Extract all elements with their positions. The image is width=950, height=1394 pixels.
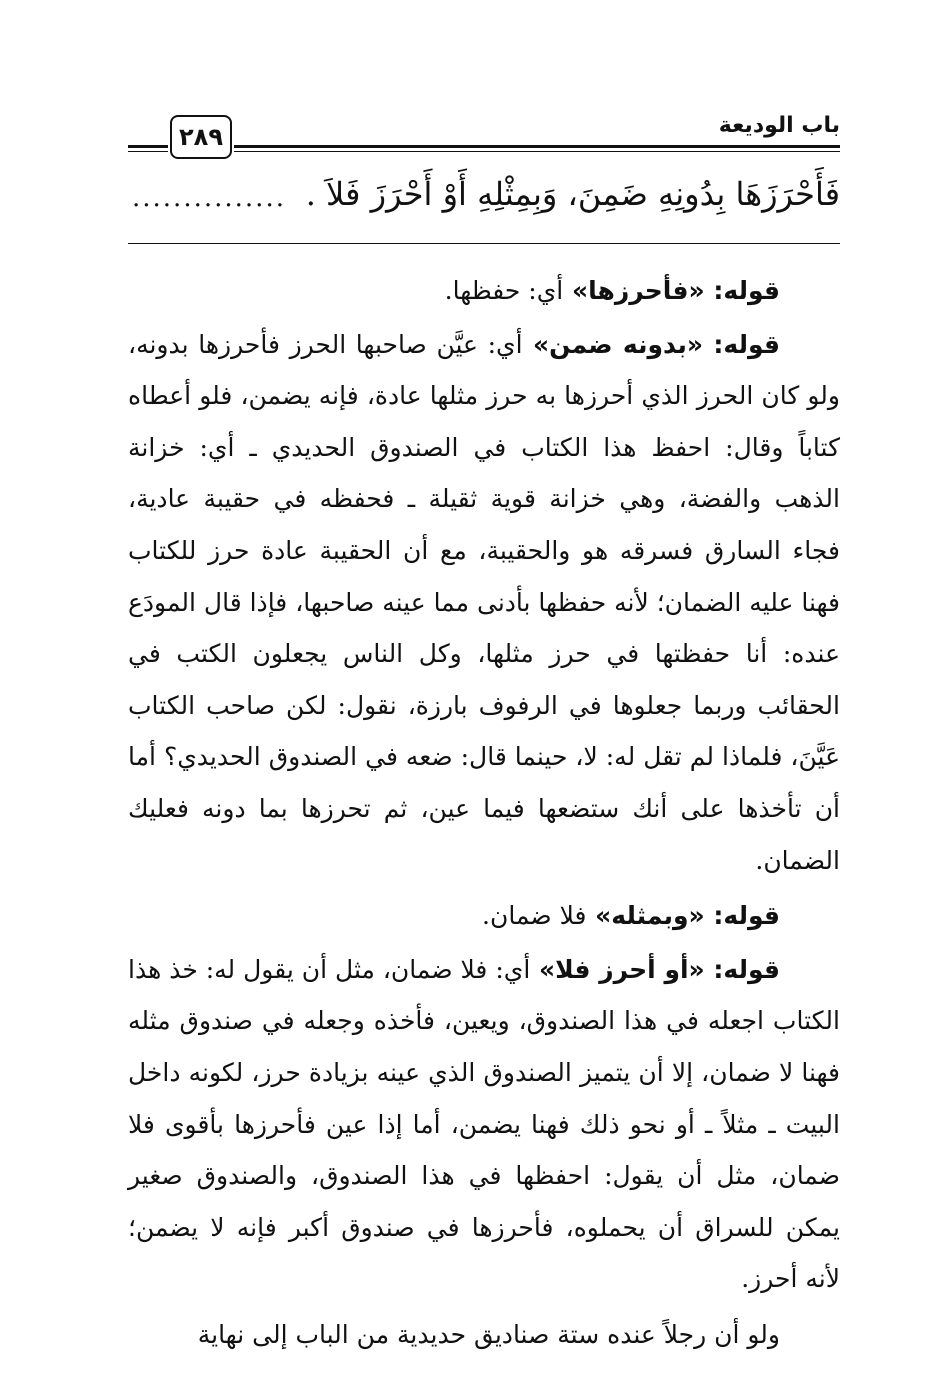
commentary-paragraph xyxy=(128,319,840,887)
commentary-body xyxy=(128,265,840,1364)
commentary-paragraph xyxy=(128,890,840,942)
header-rule-short xyxy=(128,145,168,152)
paragraph-text: أي: عيَّن صاحبها الحرز فأحرزها بدونه، ولو كان الحرز الذي أحرزها به حرز مثلها عادة، فإنه يضمن، فلو أعطاه كتاباً وقال: احفظ هذا الكتاب في الصندوق الحديدي ـ أي: خزانة الذهب والفضة، وهي خزانة قوية ثقيلة ـ فحفظه في حقيبة عادية، فجاء السارق فسرقه هو والحقيبة، مع أن الحقيبة عادة حرز للكتاب فهنا عليه الضمان؛ لأنه حفظها بأدنى مما عينه صاحبها، فإذا قال المودَع عنده: أنا حفظتها في حرز مثلها، وكل الناس يجعلون الكتب في الحقائب وربما جعلوها في الرفوف بارزة، نقول: لكن صاحب الكتاب عَيَّنَ، فلماذا لم تقل له: لا، حينما قال: ضعه في الصندوق الحديدي؟ أما أن تأخذها على أنك ستضعها فيما عين، ثم تحرزها بما دونه فعليك الضمان. xyxy=(128,329,840,875)
qawluhu-label: قوله: xyxy=(713,276,780,305)
qawluhu-label: قوله: xyxy=(713,901,780,931)
matn-separator-rule xyxy=(128,243,840,244)
quoted-term: «بدونه ضمن» xyxy=(522,329,714,359)
commentary-paragraph xyxy=(128,1309,840,1361)
page-header xyxy=(128,105,840,161)
matn-line xyxy=(128,161,840,235)
qawluhu-label: قوله: xyxy=(713,954,781,984)
matn-dots: ............... xyxy=(132,183,286,213)
matn-text: فَأَحْرَزَهَا بِدُونِهِ ضَمِنَ، وَبِمِثْلِهِ أَوْ أَحْرَزَ فَلاَ . xyxy=(305,175,840,213)
quoted-term: «وبمثله» xyxy=(586,901,714,931)
paragraph-text: فلا ضمان. xyxy=(482,901,587,931)
header-rule xyxy=(234,145,840,152)
chapter-title: باب الوديعة xyxy=(718,113,840,138)
book-page xyxy=(128,105,840,1349)
quoted-term: «فأحرزها» xyxy=(563,276,714,305)
paragraph-text: أي: فلا ضمان، مثل أن يقول له: خذ هذا الكتاب اجعله في هذا الصندوق، ويعين، فأخذه وجعله في صندوق مثله فهنا لا ضمان، إلا أن يتميز الصندوق الذي عينه بزيادة حرز، لكونه داخل البيت ـ مثلاً ـ أو نحو ذلك فهنا يضمن، أما إذا عين فأحرزها بأقوى فلا ضمان، مثل أن يقول: احفظها في هذا الصندوق، والصندوق صغير يمكن للسراق أن يحملوه، فأحرزها في صندوق أكبر فإنه لا يضمن؛ لأنه أحرز. xyxy=(128,954,840,1294)
qawluhu-label: قوله: xyxy=(713,329,780,359)
commentary-paragraph xyxy=(128,265,840,317)
page-number: ٢٨٩ xyxy=(170,115,232,159)
paragraph-text: أي: حفظها. xyxy=(444,276,564,305)
quoted-term: «أو أحرز فلا» xyxy=(530,954,714,984)
commentary-paragraph xyxy=(128,944,840,1305)
paragraph-text: ولو أن رجلاً عنده ستة صناديق حديدية من الباب إلى نهاية xyxy=(197,1319,780,1349)
